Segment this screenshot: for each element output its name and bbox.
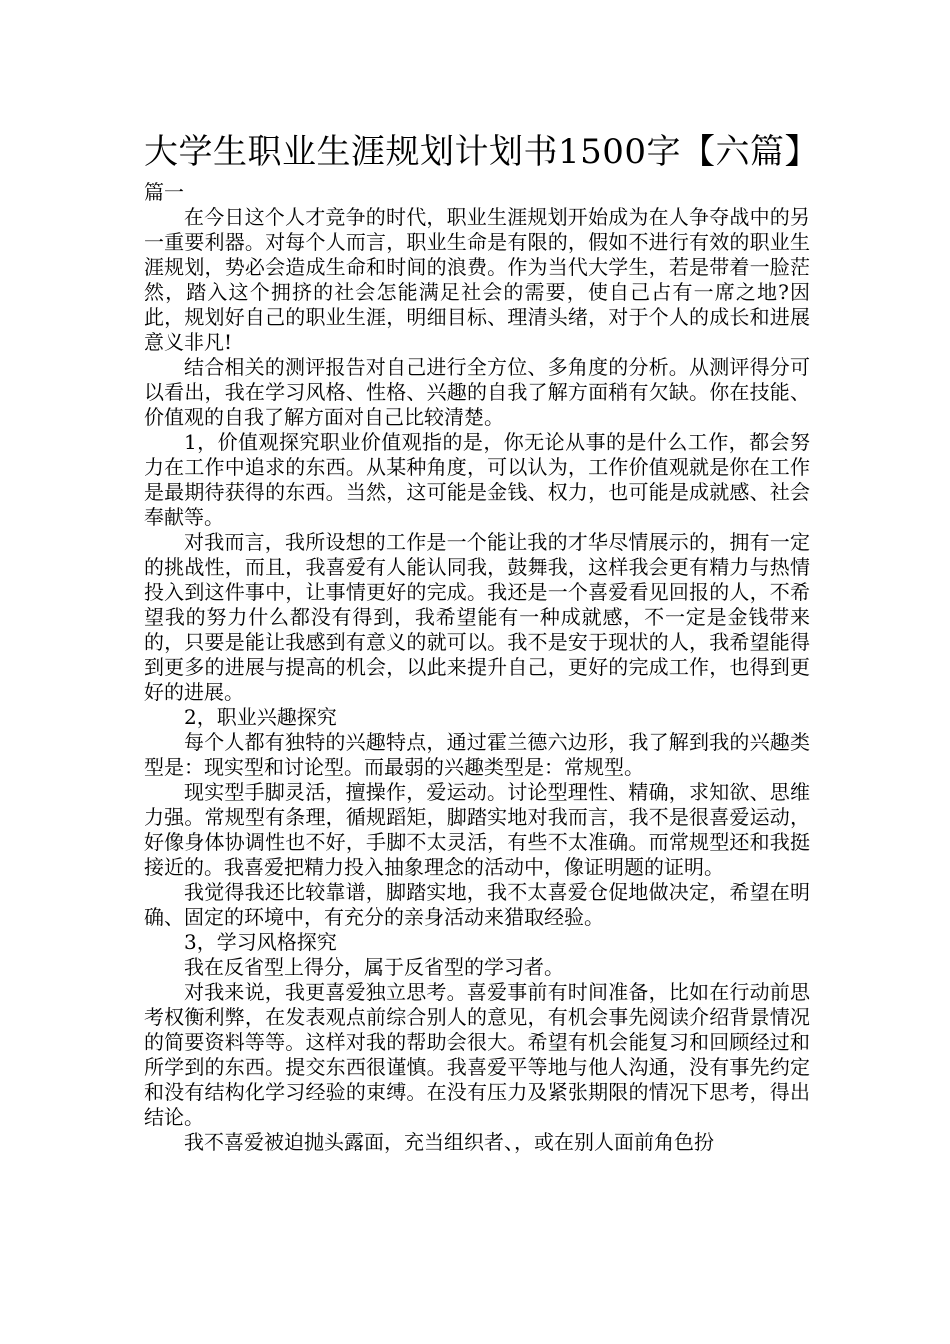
paragraph-intro: 在今日这个人才竞争的时代，职业生涯规划开始成为在人争夺战中的另一重要利器。对每个人而言，职业生命是有限的，假如不进行有效的职业生涯规划，势必会造成生命和时间的浪费。作为当代大学生，若是带着一脸茫然，踏入这个拥挤的社会怎能满足社会的需要，使自己占有一席之地?因此，规划好自己的职业生涯，明细目标、理清头绪，对于个人的成长和进展意义非凡! (144, 205, 810, 354)
paragraph-learning-type: 我在反省型上得分，属于反省型的学习者。 (184, 955, 564, 979)
document-page (144, 128, 820, 1155)
paragraph-learning-detail: 对我来说，我更喜爱独立思考。喜爱事前有时间准备，比如在行动前思考权衡利弊，在发表观点前综合别人的意见，有机会事先阅读介绍背景情况的简要资料等等。这样对我的帮助会很大。希望有机会能复习和回顾经过和所学到的东西。提交东西很谨慎。我喜爱平等地与他人沟通，没有事先约定和没有结构化学习经验的束缚。在没有压力及紧张期限的情况下思考，得出结论。 (144, 980, 810, 1129)
document-title: 大学生职业生涯规划计划书1500字【六篇】 (144, 132, 820, 172)
paragraph-assessment: 结合相关的测评报告对自己进行全方位、多角度的分析。从测评得分可以看出，我在学习风格、性格、兴趣的自我了解方面稍有欠缺。你在技能、价值观的自我了解方面对自己比较清楚。 (144, 355, 810, 429)
paragraph-values-detail: 对我而言，我所设想的工作是一个能让我的才华尽情展示的，拥有一定的挑战性，而且，我喜爱有人能认同我，鼓舞我，这样我会更有精力与热情投入到这件事中，让事情更好的完成。我还是一个喜爱看见回报的人，不希望我的努力什么都没有得到，我希望能有一种成就感，不一定是金钱带来的，只要是能让我感到有意义的就可以。我不是安于现状的人，我希望能得到更多的进展与提高的机会，以此来提升自己，更好的完成工作，也得到更好的进展。 (144, 530, 810, 704)
heading-learning-style: 3，学习风格探究 (184, 930, 337, 954)
paragraph-interest-detail: 现实型手脚灵活，擅操作，爱运动。讨论型理性、精确，求知欲、思维力强。常规型有条理，循规蹈矩，脚踏实地对我而言，我不是很喜爱运动，好像身体协调性也不好，手脚不太灵活，有些不太准确。而常规型还和我挺接近的。我喜爱把精力投入抽象理念的活动中，像证明题的证明。 (144, 780, 810, 879)
paragraph-learning-dislike: 我不喜爱被迫抛头露面，充当组织者、，或在别人面前角色扮 (184, 1130, 714, 1154)
section-label: 篇一 (144, 180, 184, 204)
paragraph-interest-types: 每个人都有独特的兴趣特点，通过霍兰德六边形，我了解到我的兴趣类型是：现实型和讨论型。而最弱的兴趣类型是：常规型。 (144, 730, 810, 779)
paragraph-interest-summary: 我觉得我还比较靠谱，脚踏实地，我不太喜爱仓促地做决定，希望在明确、固定的环境中，有充分的亲身活动来猎取经验。 (144, 880, 810, 929)
heading-career-interest: 2，职业兴趣探究 (184, 705, 337, 729)
paragraph-values-heading: 1，价值观探究职业价值观指的是，你无论从事的是什么工作，都会努力在工作中追求的东西。从某种角度，可以认为，工作价值观就是你在工作是最期待获得的东西。当然，这可能是金钱、权力，也可能是成就感、社会奉献等。 (144, 430, 810, 529)
